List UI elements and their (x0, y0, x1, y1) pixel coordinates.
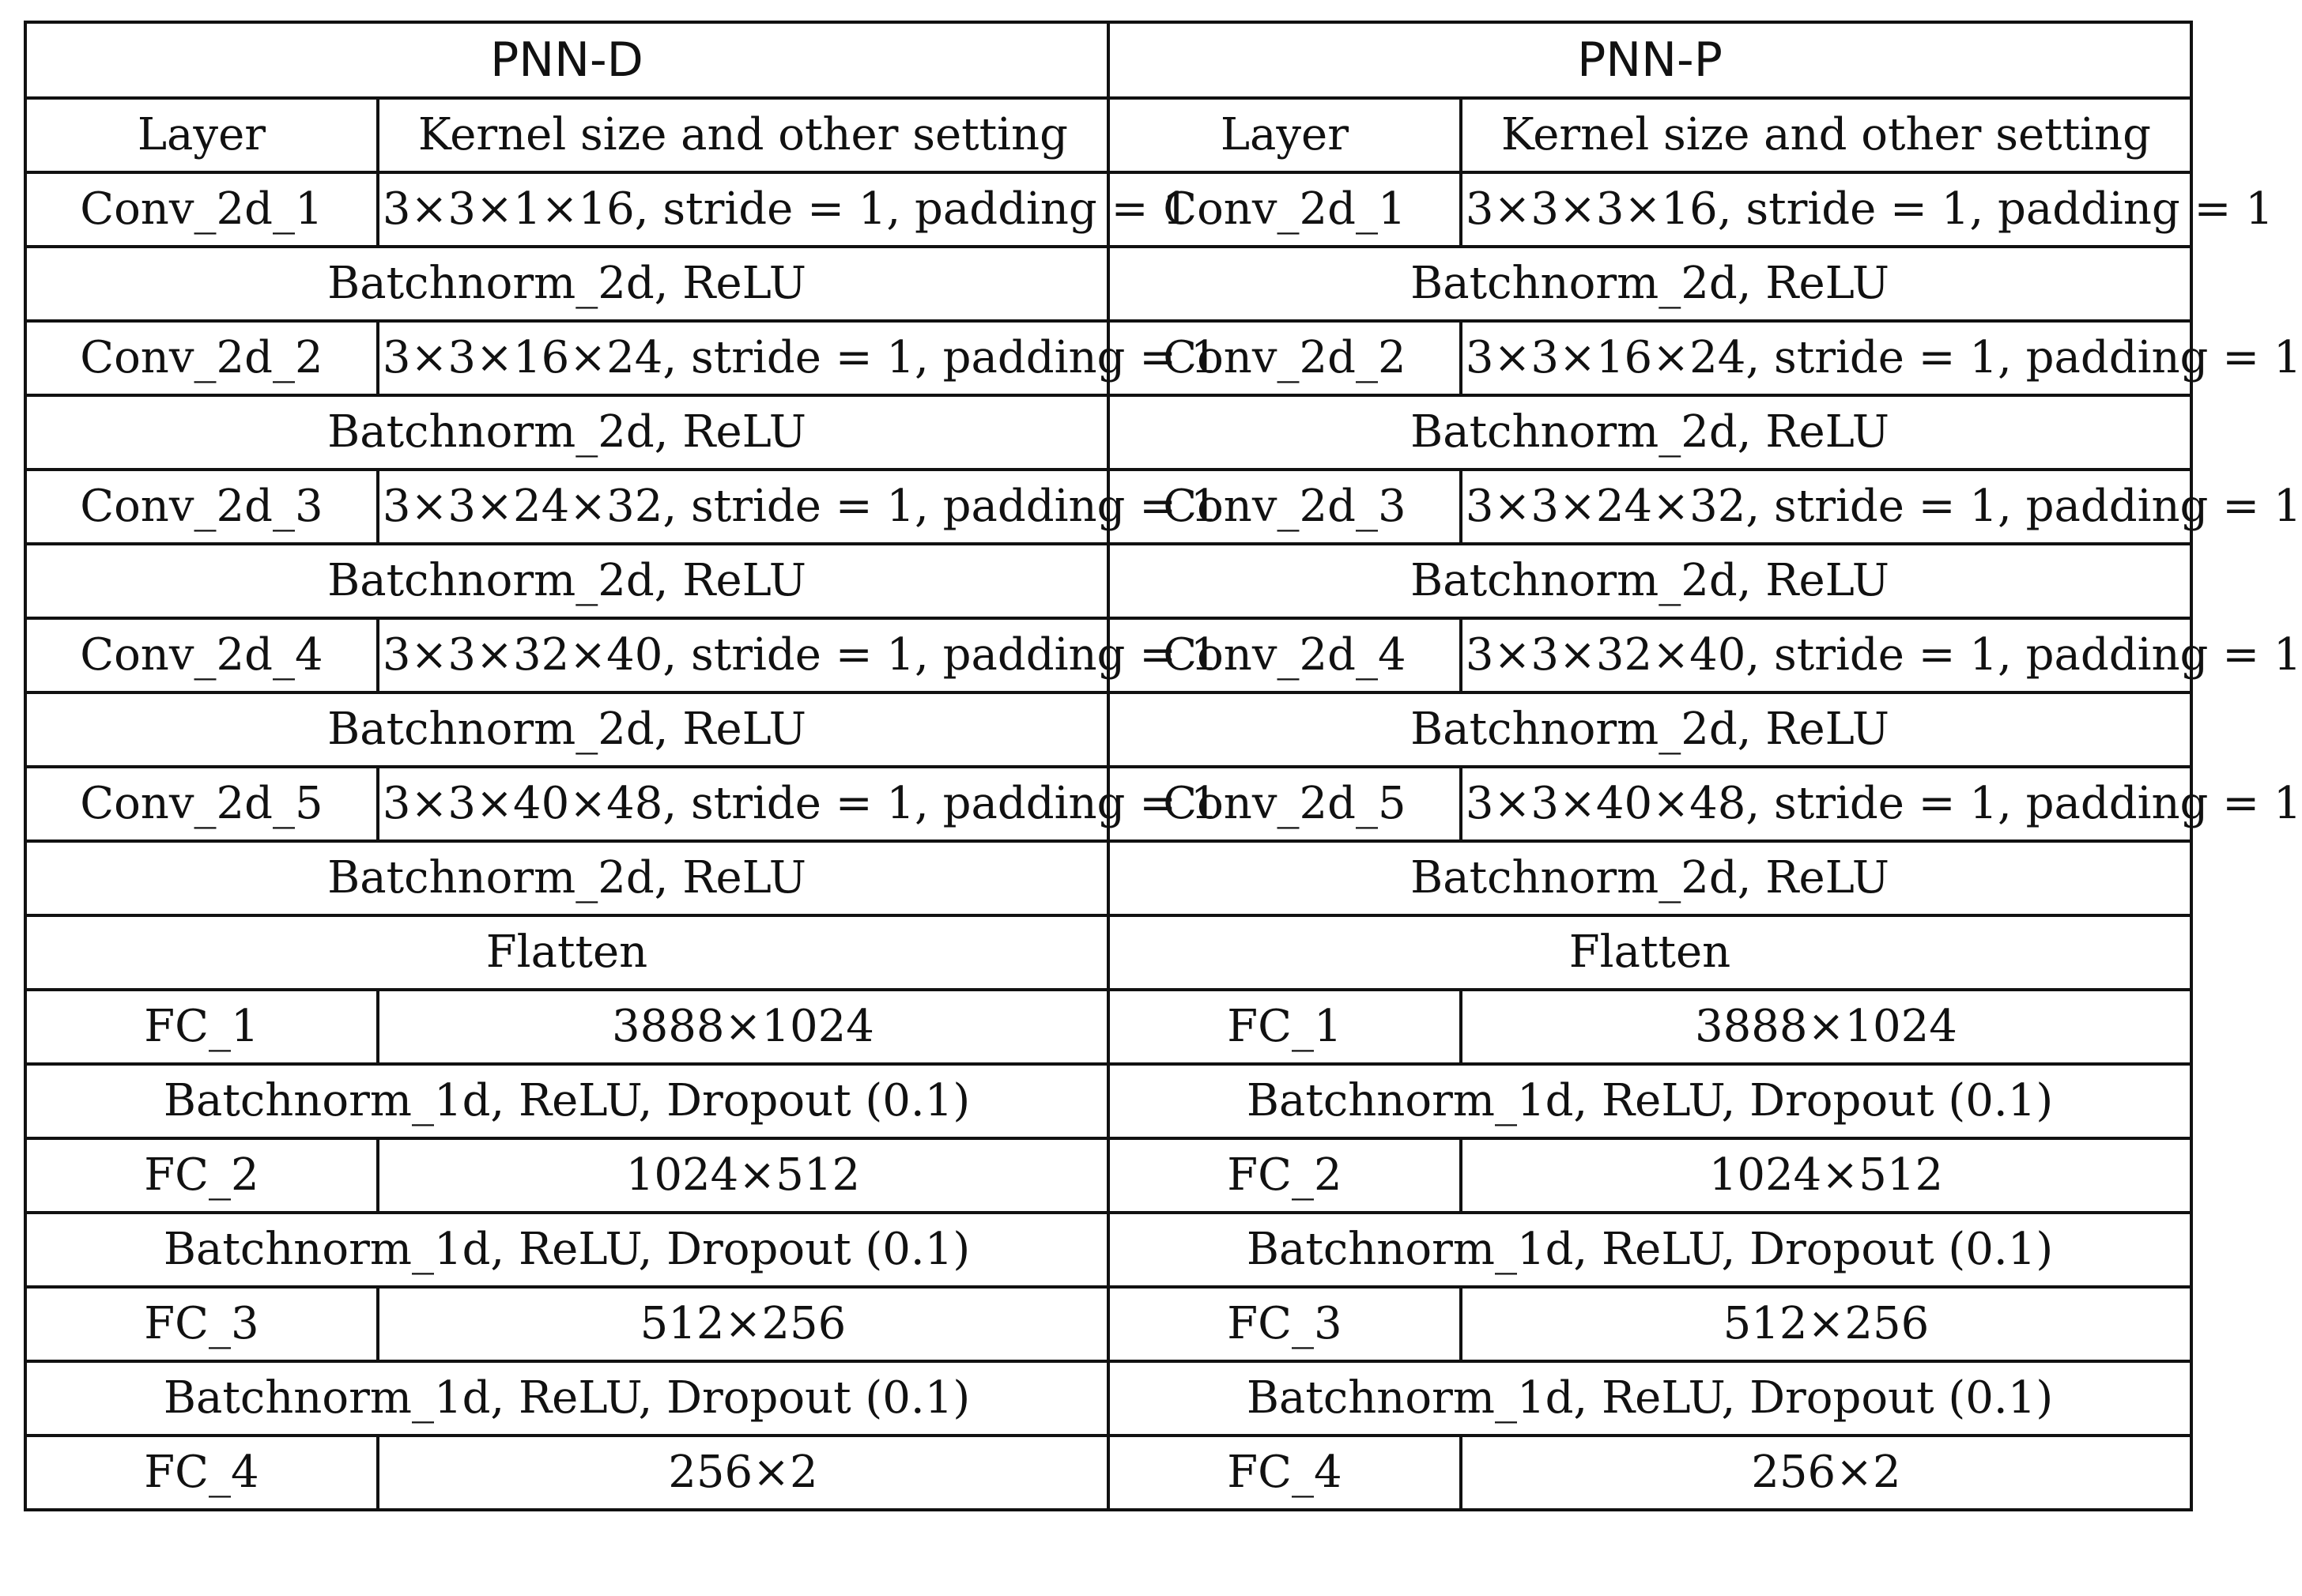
pnn-d-span-cell: Batchnorm_2d, ReLU (25, 841, 1108, 915)
table-row-span (25, 915, 2191, 990)
pnn-d-kernel-cell: 3×3×32×40, stride = 1, padding = 1 (378, 618, 1108, 692)
table-row (25, 321, 2191, 395)
table-row (25, 1436, 2191, 1510)
pnn-d-kernel-cell: 256×2 (378, 1436, 1108, 1510)
pnn-p-span-cell: Batchnorm_2d, ReLU (1108, 247, 2191, 321)
pnn-d-layer-cell: FC_2 (25, 1138, 378, 1213)
table-row-span (25, 247, 2191, 321)
pnn-p-layer-header: Layer (1108, 98, 1461, 172)
pnn-p-layer-cell: Conv_2d_5 (1108, 767, 1461, 841)
pnn-d-layer-cell: Conv_2d_2 (25, 321, 378, 395)
table-row (25, 767, 2191, 841)
pnn-p-layer-cell: FC_4 (1108, 1436, 1461, 1510)
pnn-d-kernel-cell: 512×256 (378, 1287, 1108, 1361)
pnn-d-layer-cell: Conv_2d_1 (25, 172, 378, 247)
architecture-table-body (25, 22, 2302, 1510)
table-row (25, 470, 2191, 544)
table-row (25, 1287, 2191, 1361)
pnn-d-span-cell: Batchnorm_1d, ReLU, Dropout (0.1) (25, 1213, 1108, 1287)
pnn-d-span-cell: Flatten (25, 915, 1108, 990)
architecture-table (24, 21, 2302, 1511)
pnn-p-span-cell: Batchnorm_1d, ReLU, Dropout (0.1) (1108, 1361, 2191, 1436)
pnn-d-layer-cell: Conv_2d_4 (25, 618, 378, 692)
pnn-p-span-cell: Batchnorm_2d, ReLU (1108, 544, 2191, 618)
table-row-span (25, 1361, 2191, 1436)
pnn-d-kernel-cell: 3888×1024 (378, 990, 1108, 1064)
pnn-d-kernel-header: Kernel size and other setting (378, 98, 1108, 172)
pnn-p-span-cell: Batchnorm_2d, ReLU (1108, 692, 2191, 767)
pnn-d-kernel-cell: 3×3×24×32, stride = 1, padding = 1 (378, 470, 1108, 544)
pnn-p-span-cell: Flatten (1108, 915, 2191, 990)
table-row-span (25, 692, 2191, 767)
pnn-p-kernel-cell: 3×3×32×40, stride = 1, padding = 1 (1461, 618, 2191, 692)
pnn-d-layer-cell: Conv_2d_3 (25, 470, 378, 544)
pnn-d-span-cell: Batchnorm_2d, ReLU (25, 544, 1108, 618)
pnn-p-kernel-cell: 3×3×3×16, stride = 1, padding = 1 (1461, 172, 2191, 247)
pnn-d-kernel-cell: 1024×512 (378, 1138, 1108, 1213)
pnn-p-span-cell: Batchnorm_2d, ReLU (1108, 395, 2191, 470)
pnn-p-span-cell: Batchnorm_2d, ReLU (1108, 841, 2191, 915)
pnn-p-kernel-header: Kernel size and other setting (1461, 98, 2191, 172)
pnn-p-layer-cell: Conv_2d_1 (1108, 172, 1461, 247)
pnn-d-layer-header: Layer (25, 98, 378, 172)
architecture-table-container (24, 21, 2302, 1511)
pnn-p-kernel-cell: 512×256 (1461, 1287, 2191, 1361)
pnn-d-kernel-cell: 3×3×40×48, stride = 1, padding = 1 (378, 767, 1108, 841)
pnn-p-layer-cell: Conv_2d_3 (1108, 470, 1461, 544)
pnn-d-layer-cell: FC_3 (25, 1287, 378, 1361)
table-row (25, 172, 2191, 247)
pnn-d-span-cell: Batchnorm_2d, ReLU (25, 692, 1108, 767)
pnn-p-kernel-cell: 3888×1024 (1461, 990, 2191, 1064)
pnn-p-layer-cell: FC_1 (1108, 990, 1461, 1064)
pnn-p-layer-cell: Conv_2d_4 (1108, 618, 1461, 692)
pnn-d-kernel-cell: 3×3×16×24, stride = 1, padding = 1 (378, 321, 1108, 395)
table-row (25, 1138, 2191, 1213)
pnn-d-span-cell: Batchnorm_1d, ReLU, Dropout (0.1) (25, 1361, 1108, 1436)
pnn-d-layer-cell: FC_4 (25, 1436, 378, 1510)
pnn-p-kernel-cell: 3×3×40×48, stride = 1, padding = 1 (1461, 767, 2191, 841)
pnn-d-span-cell: Batchnorm_2d, ReLU (25, 247, 1108, 321)
pnn-d-kernel-cell: 3×3×1×16, stride = 1, padding = 1 (378, 172, 1108, 247)
pnn-d-span-cell: Batchnorm_1d, ReLU, Dropout (0.1) (25, 1064, 1108, 1138)
table-row-span (25, 1213, 2191, 1287)
pnn-p-title: PNN-P (1108, 22, 2191, 98)
pnn-p-span-cell: Batchnorm_1d, ReLU, Dropout (0.1) (1108, 1213, 2191, 1287)
pnn-p-kernel-cell: 1024×512 (1461, 1138, 2191, 1213)
pnn-p-layer-cell: FC_3 (1108, 1287, 1461, 1361)
table-row-span (25, 544, 2191, 618)
pnn-p-kernel-cell: 256×2 (1461, 1436, 2191, 1510)
table-row-span (25, 841, 2191, 915)
pnn-d-layer-cell: Conv_2d_5 (25, 767, 378, 841)
table-row-span (25, 395, 2191, 470)
subheader-row (25, 98, 2191, 172)
title-row (25, 22, 2191, 98)
pnn-p-layer-cell: FC_2 (1108, 1138, 1461, 1213)
pnn-p-kernel-cell: 3×3×24×32, stride = 1, padding = 1 (1461, 470, 2191, 544)
pnn-d-title: PNN-D (25, 22, 1108, 98)
table-row (25, 990, 2191, 1064)
pnn-d-layer-cell: FC_1 (25, 990, 378, 1064)
pnn-p-span-cell: Batchnorm_1d, ReLU, Dropout (0.1) (1108, 1064, 2191, 1138)
table-row-span (25, 1064, 2191, 1138)
pnn-d-span-cell: Batchnorm_2d, ReLU (25, 395, 1108, 470)
pnn-p-kernel-cell: 3×3×16×24, stride = 1, padding = 1 (1461, 321, 2191, 395)
pnn-p-layer-cell: Conv_2d_2 (1108, 321, 1461, 395)
table-row (25, 618, 2191, 692)
